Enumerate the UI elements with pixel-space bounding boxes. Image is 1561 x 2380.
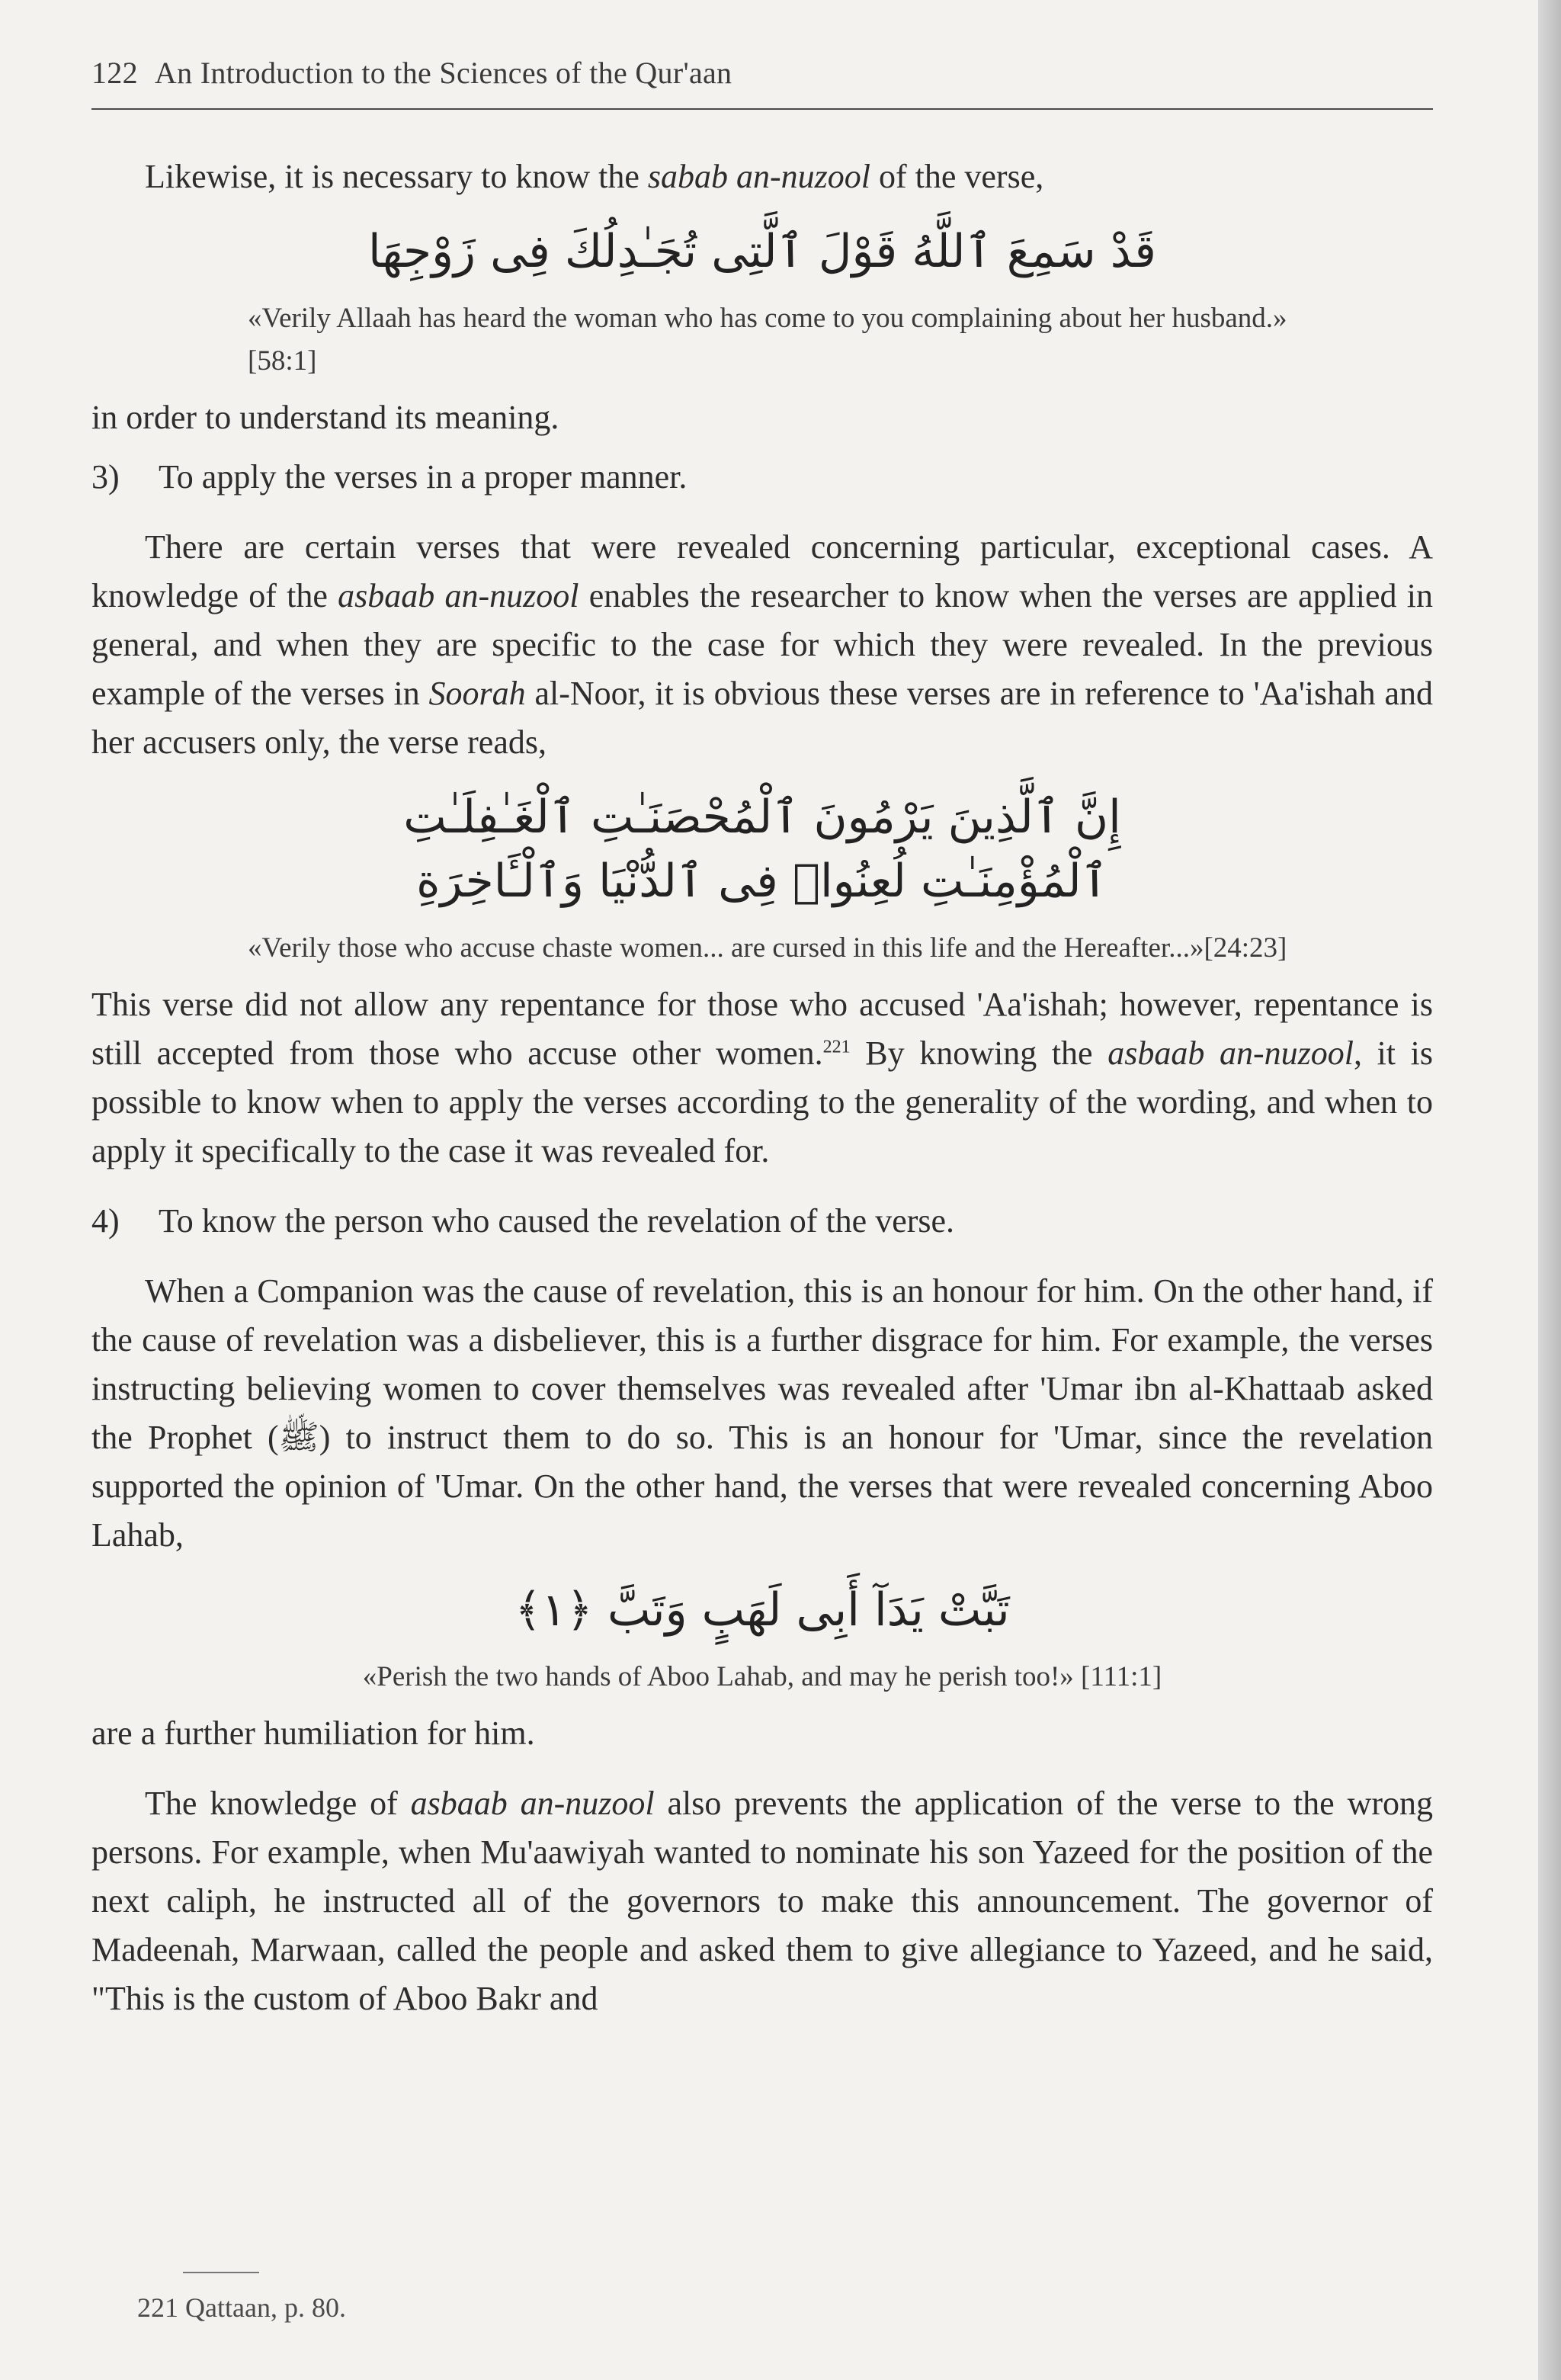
arabic-verse-111-1: تَبَّتْ يَدَآ أَبِى لَهَبٍ وَتَبَّ ﴿١﴾ (514, 1583, 1010, 1637)
translation-111-1: «Perish the two hands of Aboo Lahab, and may he perish too!» [111:1] (362, 1661, 1162, 1692)
term-asbaab-an-nuzool: asbaab an-nuzool (1107, 1034, 1354, 1072)
paragraph-6: are a further humiliation for him. (91, 1714, 535, 1752)
paragraph-5: When a Companion was the cause of revelation, this is an honour for him. On the other hand, if the cause of revelation was a disbeliever, this is a further disgrace for him. For example, the verses instructing believing women to cover themselves was revealed after 'Umar ibn al-Khattaab asked the Prophet (ﷺ) to instruct them to do so. This is an honour for 'Umar, since the revelation supported the opinion of 'Umar. On the other hand, the verses that were revealed concerning Aboo Lahab, (91, 1272, 1433, 1554)
arabic-line-2: ٱلْمُؤْمِنَـٰتِ لُعِنُوا۟ فِى ٱلدُّنْيَا وَٱلْـَٔاخِرَةِ (416, 855, 1108, 908)
list-text: To apply the verses in a proper manner. (159, 458, 688, 496)
arabic-line-1: إِنَّ ٱلَّذِينَ يَرْمُونَ ٱلْمُحْصَنَـٰتِ ٱلْغَـٰفِلَـٰتِ (403, 791, 1121, 844)
translation-24-23: «Verily those who accuse chaste women... are cursed in this life and the Hereafter...»[24:23] (248, 932, 1287, 964)
term-soorah: Soorah (428, 675, 526, 712)
paragraph-1: Likewise, it is necessary to know the sabab an-nuzool of the verse, (145, 158, 1044, 195)
list-item-4 (91, 1197, 1433, 1246)
list-text: To know the person who caused the revelation of the verse. (159, 1202, 955, 1240)
term-sabab-an-nuzool: sabab an-nuzool (647, 158, 870, 195)
footnote-221: 221 Qattaan, p. 80. (137, 2292, 346, 2323)
paragraph-4: This verse did not allow any repentance for those who accused 'Aa'ishah; however, repentance is still accepted from those who accuse other women.$^{221}$ By knowing the asbaab an-nuzool, it is possible to know when to apply the verses according to the generality of the wording, and when to apply it specifically to the case it was revealed for. (91, 986, 1433, 1169)
book-title: An Introduction to the Sciences of the Qur'aan (154, 56, 732, 90)
term-asbaab-an-nuzool: asbaab an-nuzool (410, 1785, 655, 1822)
footnote-rule (183, 2272, 259, 2273)
list-item-3 (91, 453, 1433, 502)
arabic-verse-58-1: قَدْ سَمِعَ ٱللَّهُ قَوْلَ ٱلَّتِى تُجَـٰدِلُكَ فِى زَوْجِهَا (368, 225, 1156, 278)
footnote-ref[interactable]: 221 (822, 1037, 851, 1057)
header-rule (91, 108, 1433, 110)
page-edge-shadow (1538, 0, 1561, 2380)
translation-58-1: «Verily Allaah has heard the woman who has come to you complaining about her husband.» [58:1] (248, 303, 1287, 377)
term-asbaab-an-nuzool: asbaab an-nuzool (338, 577, 579, 614)
page-body (91, 152, 1433, 2023)
paragraph-7: The knowledge of asbaab an-nuzool also prevents the application of the verse to the wrong persons. For example, when Mu'aawiyah wanted to nominate his son Yazeed for the position of the next caliph, he instructed all of the governors to make this announcement. The governor of Madeenah, Marwaan, called the people and asked them to give allegiance to Yazeed, and he said, "This is the custom of Aboo Bakr and (91, 1785, 1433, 2017)
page-number: 122 (91, 56, 138, 90)
paragraph-3: There are certain verses that were revealed concerning particular, exceptional cases. A knowledge of the asbaab an-nuzool enables the researcher to know when the verses are applied in general, and when they are specific to the case for which they were revealed. In the previous example of the verses in Soorah al-Noor, it is obvious these verses are in reference to 'Aa'ishah and her accusers only, the verse reads, (91, 528, 1433, 761)
paragraph-2: in order to understand its meaning. (91, 399, 559, 436)
list-number: 4) (91, 1202, 120, 1240)
arabic-verse-24-23 (91, 785, 1433, 913)
running-header (91, 55, 1433, 91)
list-number: 3) (91, 458, 120, 496)
